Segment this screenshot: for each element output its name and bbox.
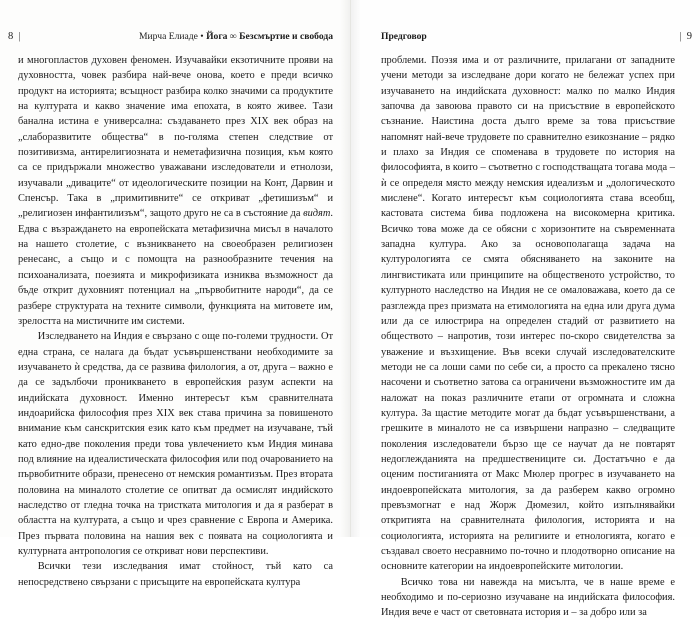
- italic-text: видят: [303, 208, 331, 220]
- text-run: . Едва с възраждането на европейската метафизична мисъл в началото на нашето столетие, с възникването на своеобразен религиозен ренесанс, а също и с помощта на разнообразните течения на психоанализата, поезията и микрофизиката изниква възможност да бъде открит духовният потенциал на „първобитните народи“, да се разбере структурата на техните символи, функцията на митовете им, зрелостта на мистичните им системи.: [18, 208, 333, 327]
- running-header-author: Мирча Елиаде •: [139, 31, 204, 42]
- text-run: и многопластов духовен феномен. Изучавайки екзотичните прояви на духовността, човек разбира най-вече онова, което е преди всичко продукт на историята; всъщност разбира колко значими са продуктите на културата и какво значение има епохата, в която живее. Тази банална истина е универсална: създаването през XIX век образ на „слаборазвитите общества“ в по-голяма степен следствие от позитивизма, антирелигиозната и неметафизична позиция, към която са се придържали множество уважавани изследователи и етнолози, изучавали „диваците“ от идеологическите позиции на Конт, Дарвин и Спенсър. Така в „примитивните“ се откриват „фетишизъм“ и „религиозен инфантилизъм“, защото друго не са в състояние да: [18, 55, 333, 220]
- paragraph: [18, 53, 333, 329]
- paragraph: [18, 559, 333, 590]
- paragraph: [381, 53, 675, 575]
- paragraph: [18, 329, 333, 559]
- text-run: Всичко това ни навежда на мисълта, че в наше време е необходимо и по-сериозно изучаване на индийската философия. Индия вече е част от световната история и – за добро или за: [381, 576, 675, 619]
- right-body-text: [381, 53, 675, 621]
- right-running-header: [381, 29, 692, 43]
- left-body-text: [18, 53, 333, 590]
- running-header-title: Йога ∞ Безсмъртие и свобода: [206, 31, 333, 42]
- text-run: проблеми. Поэзя има и от различните, прилагани от западните учени методи за изследване дори когато не бележат успех при изучаването на индийската духовност: малко по малко Индия започва да завоюва правото си на присъствие в европейското съзнание. Наистина доста дълго време за това присъствие напомнят най-вече трудовете по сравнително езикознание – рядко и плахо за Индия се споменава в трудовете по история на философията, в които – съответно с господстващата тогава мода – ѝ се определя място между немския идеализъм и „дологическото мислене“. Когато интересът към социологията става всеобщ, кастовата система бива подложена на високомерна критика. Всичко това може да се обясни с хоризонтите на съвременната западна култура. Ако за основополагаща задача на културологията се смята обясняването на законите на лингвистиката или принципите на общественото устройство, то културното наследство на Индия не се омаловажава, което да се разглежда през призмата на етимологията на една или друга дума или да се илюстрира на определен стадий от развитието на обществото – напротив, този интерес по-скоро свидетелства за уважение и възхищение. Във всеки случай изследователските методи не са лоши сами по себе си, а просто са прекалено тясно насочени и съответно затова са ограничени възможностите им да наложат на показ различните етапи от огромната и сложна култура. За щастие методите могат да бъдат усъвършенствани, а грешките в миналото не са извършени напразно – следващите поколения изследователи бързо ще се научат да не повтарят недоглежданията на предшествениците си. Достатъчно е да оценим постиганията от Макс Мюлер прогрес в изучаването на индоевропейската митология, за да разберем какво огромно превъзмогнат е над Жорж Дюмезил, който изпълнявайки откритията на сравнителната филология, историята и на социологията, историята на религиите и етнологията, когато е създавал своето несравнимо по-точно и плодотворно описание на основните категории на индоевропейските митологии.: [381, 55, 675, 573]
- page-number: 9: [686, 31, 692, 42]
- header-divider: |: [18, 31, 21, 42]
- right-page: [350, 0, 700, 619]
- running-header-title: Предговор: [381, 31, 427, 42]
- running-header: [25, 31, 333, 43]
- paragraph: [381, 575, 675, 621]
- gutter-shadow: [340, 0, 350, 537]
- left-page: [0, 0, 350, 588]
- text-run: Всички тези изследвания имат стойност, тъй като са непосредствено свързани с присъщите на европейската култура: [18, 561, 333, 588]
- gutter-shadow: [351, 0, 361, 537]
- left-running-header: [8, 29, 333, 43]
- text-run: Изследването на Индия е свързано с още по-големи трудности. От една страна, се налага да бъдат усъвършенствани необходимите за изучаването ѝ средства, да се развива филология, а от, друга – важно е да се задълбочи проникването в европейския разум аспекти на индийската духовност. Именно интересът към сравнителната индоарийска философия през XIX век става причина за повишеното внимание към санскритския език като към предмет на изучаване, тъй като едно-две поколения преди това увлечението към Индия минава под влияние на идеалистическата философия или под очарованието на първобитните образи, пренесено от немския романтизъм. През втората половина на миналото столетие се опитват да осмислят индийското наследство от гледна точка на тристката митология и да я разберат в областта на културата, а също и чрез сравнение с Европа и Америка. През първата половина на нашия век с появата на социологията и културната антропология се откриват нови перспективи.: [18, 331, 333, 557]
- header-divider: |: [679, 31, 682, 42]
- page-number: 8: [8, 31, 14, 42]
